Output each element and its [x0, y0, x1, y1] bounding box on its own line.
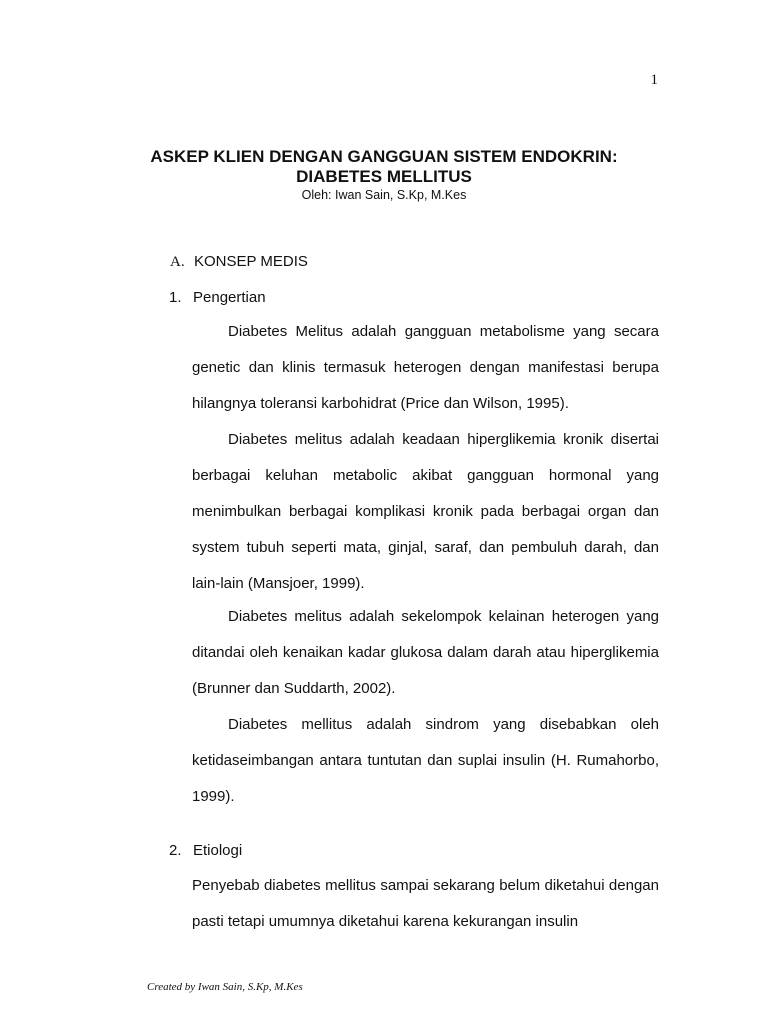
section-label: KONSEP MEDIS: [194, 253, 308, 270]
page-number: 1: [650, 72, 658, 88]
paragraph-definition-3: Diabetes melitus adalah sekelompok kelainan heterogen yang ditandai oleh kenaikan kadar glukosa dalam darah atau hiperglikemia (Brunner dan Suddarth, 2002).: [192, 608, 659, 697]
document-title-line1: ASKEP KLIEN DENGAN GANGGUAN SISTEM ENDOKRIN:: [150, 147, 618, 166]
subsection-marker: 1.: [169, 289, 182, 306]
paragraph-definition-1: Diabetes Melitus adalah gangguan metabolisme yang secara genetic dan klinis termasuk heterogen dengan manifestasi berupa hilangnya toleransi karbohidrat (Price dan Wilson, 1995).: [192, 323, 659, 412]
subsection-heading-1: [169, 289, 266, 307]
section-marker: A.: [170, 254, 185, 270]
paragraph-definition-4: Diabetes mellitus adalah sindrom yang disebabkan oleh ketidaseimbangan antara tuntutan dan suplai insulin (H. Rumahorbo, 1999).: [192, 716, 659, 805]
document-title-line2: DIABETES MELLITUS: [296, 167, 472, 186]
subsection-label: Pengertian: [193, 289, 266, 306]
section-heading-a: [170, 253, 308, 271]
author-byline: Oleh: Iwan Sain, S.Kp, M.Kes: [301, 188, 467, 202]
subsection-marker: 2.: [169, 842, 182, 859]
page-footer: Created by Iwan Sain, S.Kp, M.Kes: [147, 981, 303, 993]
paragraph-etiology: Penyebab diabetes mellitus sampai sekarang belum diketahui dengan pasti tetapi umumnya diketahui karena kekurangan insulin: [192, 877, 659, 930]
paragraph-definition-2: Diabetes melitus adalah keadaan hiperglikemia kronik disertai berbagai keluhan metabolic akibat gangguan hormonal yang menimbulkan berbagai komplikasi kronik pada berbagai organ dan system tubuh seperti mata, ginjal, saraf, dan pembuluh darah, dan lain-lain (Mansjoer, 1999).: [192, 431, 659, 592]
subsection-heading-2: [169, 842, 242, 860]
subsection-label: Etiologi: [193, 842, 243, 859]
